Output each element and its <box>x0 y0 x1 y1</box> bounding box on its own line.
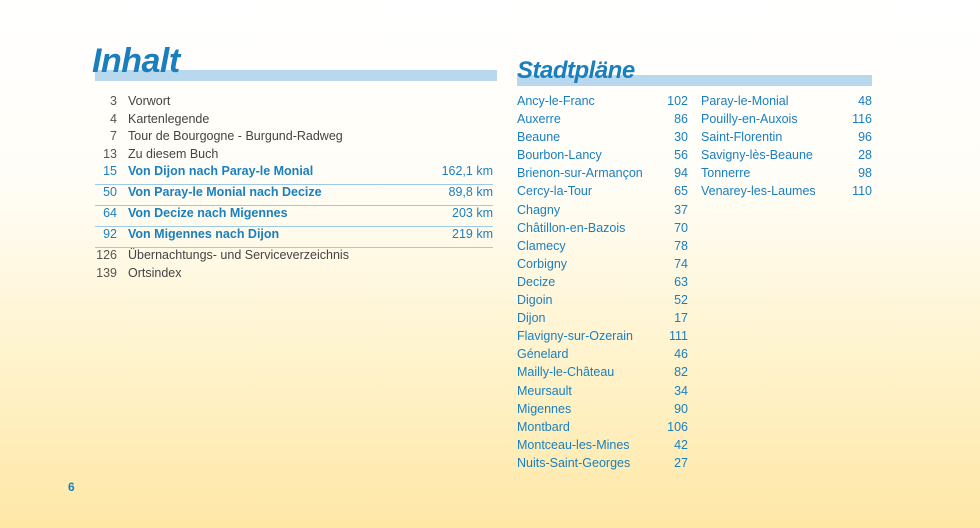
city-page-number: 98 <box>858 166 872 181</box>
city-page-number: 63 <box>674 274 688 289</box>
city-map-list-column-1 <box>517 94 688 474</box>
toc-entry <box>95 112 493 130</box>
city-name: Paray-le-Monial <box>701 94 789 108</box>
city-page-number: 27 <box>674 455 688 470</box>
toc-entry-title: Zu diesem Buch <box>128 146 219 161</box>
city-name: Venarey-les-Laumes <box>701 184 816 199</box>
toc-page-number: 3 <box>110 94 117 108</box>
toc-route-entry[interactable] <box>95 164 493 185</box>
city-name: Saint-Florentin <box>701 130 783 145</box>
toc-page-number: 7 <box>110 129 117 143</box>
city-page-number: 70 <box>674 220 688 235</box>
city-map-entry[interactable] <box>517 456 688 474</box>
city-page-number: 116 <box>852 112 872 127</box>
city-map-entry[interactable] <box>517 384 688 402</box>
city-page-number: 94 <box>674 166 688 181</box>
city-map-entry[interactable] <box>517 293 688 311</box>
city-map-entry[interactable] <box>517 112 688 130</box>
city-name: Decize <box>517 274 556 289</box>
city-map-entry[interactable] <box>701 148 872 166</box>
toc-page-number: 50 <box>103 185 117 199</box>
city-page-number: 86 <box>674 112 688 127</box>
city-page-number: 82 <box>674 365 688 380</box>
city-name: Corbigny <box>517 256 568 271</box>
city-page-number: 106 <box>667 419 688 434</box>
city-map-entry[interactable] <box>701 112 872 130</box>
toc-entry-title: Übernachtungs- und Serviceverzeichnis <box>128 248 349 262</box>
city-page-number: 48 <box>858 94 872 108</box>
stadtplaene-heading: Stadtpläne <box>517 57 635 84</box>
city-page-number: 90 <box>674 401 688 416</box>
city-name: Châtillon-en-Bazois <box>517 220 626 235</box>
city-name: Migennes <box>517 401 572 416</box>
city-map-entry[interactable] <box>517 329 688 347</box>
toc-entry <box>95 147 493 165</box>
toc-entry-title: Von Decize nach Migennes <box>128 206 288 220</box>
city-name: Montbard <box>517 419 570 434</box>
toc-route-distance: 219 km <box>452 227 493 241</box>
toc-entry-title: Kartenlegende <box>128 111 210 126</box>
toc-entry <box>95 129 493 147</box>
city-name: Brienon-sur-Armançon <box>517 166 643 181</box>
city-page-number: 111 <box>668 329 688 344</box>
city-name: Digoin <box>517 293 553 308</box>
city-name: Tonnerre <box>701 166 751 181</box>
inhalt-heading: Inhalt <box>92 42 180 80</box>
city-map-entry[interactable] <box>517 148 688 166</box>
toc-entry-title: Vorwort <box>128 94 171 108</box>
city-map-entry[interactable] <box>517 203 688 221</box>
city-map-entry[interactable] <box>517 420 688 438</box>
city-map-entry[interactable] <box>517 239 688 257</box>
city-name: Bourbon-Lancy <box>517 148 602 163</box>
toc-page-number: 126 <box>96 248 117 262</box>
toc-route-entry[interactable] <box>95 185 493 206</box>
city-map-entry[interactable] <box>517 438 688 456</box>
city-map-list-column-2 <box>701 94 872 203</box>
city-name: Ancy-le-Franc <box>517 94 595 108</box>
city-map-entry[interactable] <box>517 311 688 329</box>
city-map-entry[interactable] <box>517 94 688 112</box>
city-map-entry[interactable] <box>701 94 872 112</box>
city-page-number: 30 <box>674 130 688 145</box>
city-page-number: 42 <box>674 437 688 452</box>
city-page-number: 65 <box>674 184 688 199</box>
toc-route-distance: 89,8 km <box>448 185 493 199</box>
toc-entry <box>95 248 493 266</box>
city-page-number: 28 <box>858 148 872 163</box>
city-name: Beaune <box>517 130 561 145</box>
city-map-entry[interactable] <box>517 257 688 275</box>
city-name: Meursault <box>517 383 572 398</box>
city-page-number: 78 <box>674 238 688 253</box>
city-map-entry[interactable] <box>517 275 688 293</box>
toc-entry <box>95 266 493 284</box>
city-page-number: 96 <box>858 130 872 145</box>
city-name: Dijon <box>517 311 546 326</box>
city-name: Auxerre <box>517 112 561 127</box>
city-name: Clamecy <box>517 238 566 253</box>
city-map-entry[interactable] <box>701 130 872 148</box>
toc-page-number: 64 <box>103 206 117 220</box>
city-page-number: 56 <box>674 148 688 163</box>
toc-entry-title: Ortsindex <box>128 265 182 280</box>
city-page-number: 37 <box>674 202 688 217</box>
toc-page-number: 4 <box>110 111 117 126</box>
toc-route-entry[interactable] <box>95 227 493 248</box>
city-name: Nuits-Saint-Georges <box>517 455 631 470</box>
city-name: Cercy-la-Tour <box>517 184 593 199</box>
city-page-number: 74 <box>674 256 688 271</box>
toc-entry-title: Tour de Bourgogne - Burgund-Radweg <box>128 129 343 143</box>
toc-entry-title: Von Migennes nach Dijon <box>128 227 280 241</box>
toc-page-number: 15 <box>103 164 117 178</box>
city-map-entry[interactable] <box>517 130 688 148</box>
city-name: Pouilly-en-Auxois <box>701 112 798 127</box>
city-name: Savigny-lès-Beaune <box>701 148 813 163</box>
city-page-number: 102 <box>667 94 688 108</box>
city-name: Chagny <box>517 202 561 217</box>
toc-route-distance: 203 km <box>452 206 493 220</box>
city-map-entry[interactable] <box>701 166 872 184</box>
city-map-entry[interactable] <box>517 184 688 202</box>
city-page-number: 46 <box>674 347 688 362</box>
toc-entry-title: Von Dijon nach Paray-le Monial <box>128 164 314 178</box>
toc-entry-title: Von Paray-le Monial nach Decize <box>128 185 322 199</box>
city-page-number: 52 <box>674 293 688 308</box>
city-map-entry[interactable] <box>517 166 688 184</box>
city-map-entry[interactable] <box>517 221 688 239</box>
toc-route-distance: 162,1 km <box>441 164 493 178</box>
city-map-entry[interactable] <box>517 347 688 365</box>
toc-route-entry[interactable] <box>95 206 493 227</box>
toc-page-number: 139 <box>96 265 117 280</box>
city-name: Montceau-les-Mines <box>517 437 630 452</box>
toc-page-number: 92 <box>103 227 117 241</box>
table-of-contents <box>95 94 493 283</box>
city-map-entry[interactable] <box>517 402 688 420</box>
city-name: Génelard <box>517 347 569 362</box>
city-page-number: 110 <box>852 184 872 199</box>
city-name: Mailly-le-Château <box>517 365 615 380</box>
toc-entry <box>95 94 493 112</box>
city-map-entry[interactable] <box>701 184 872 202</box>
city-name: Flavigny-sur-Ozerain <box>517 329 634 344</box>
city-page-number: 34 <box>674 383 688 398</box>
page-number: 6 <box>68 480 75 494</box>
city-page-number: 17 <box>674 311 688 326</box>
toc-page-number: 13 <box>103 146 117 161</box>
city-map-entry[interactable] <box>517 365 688 383</box>
